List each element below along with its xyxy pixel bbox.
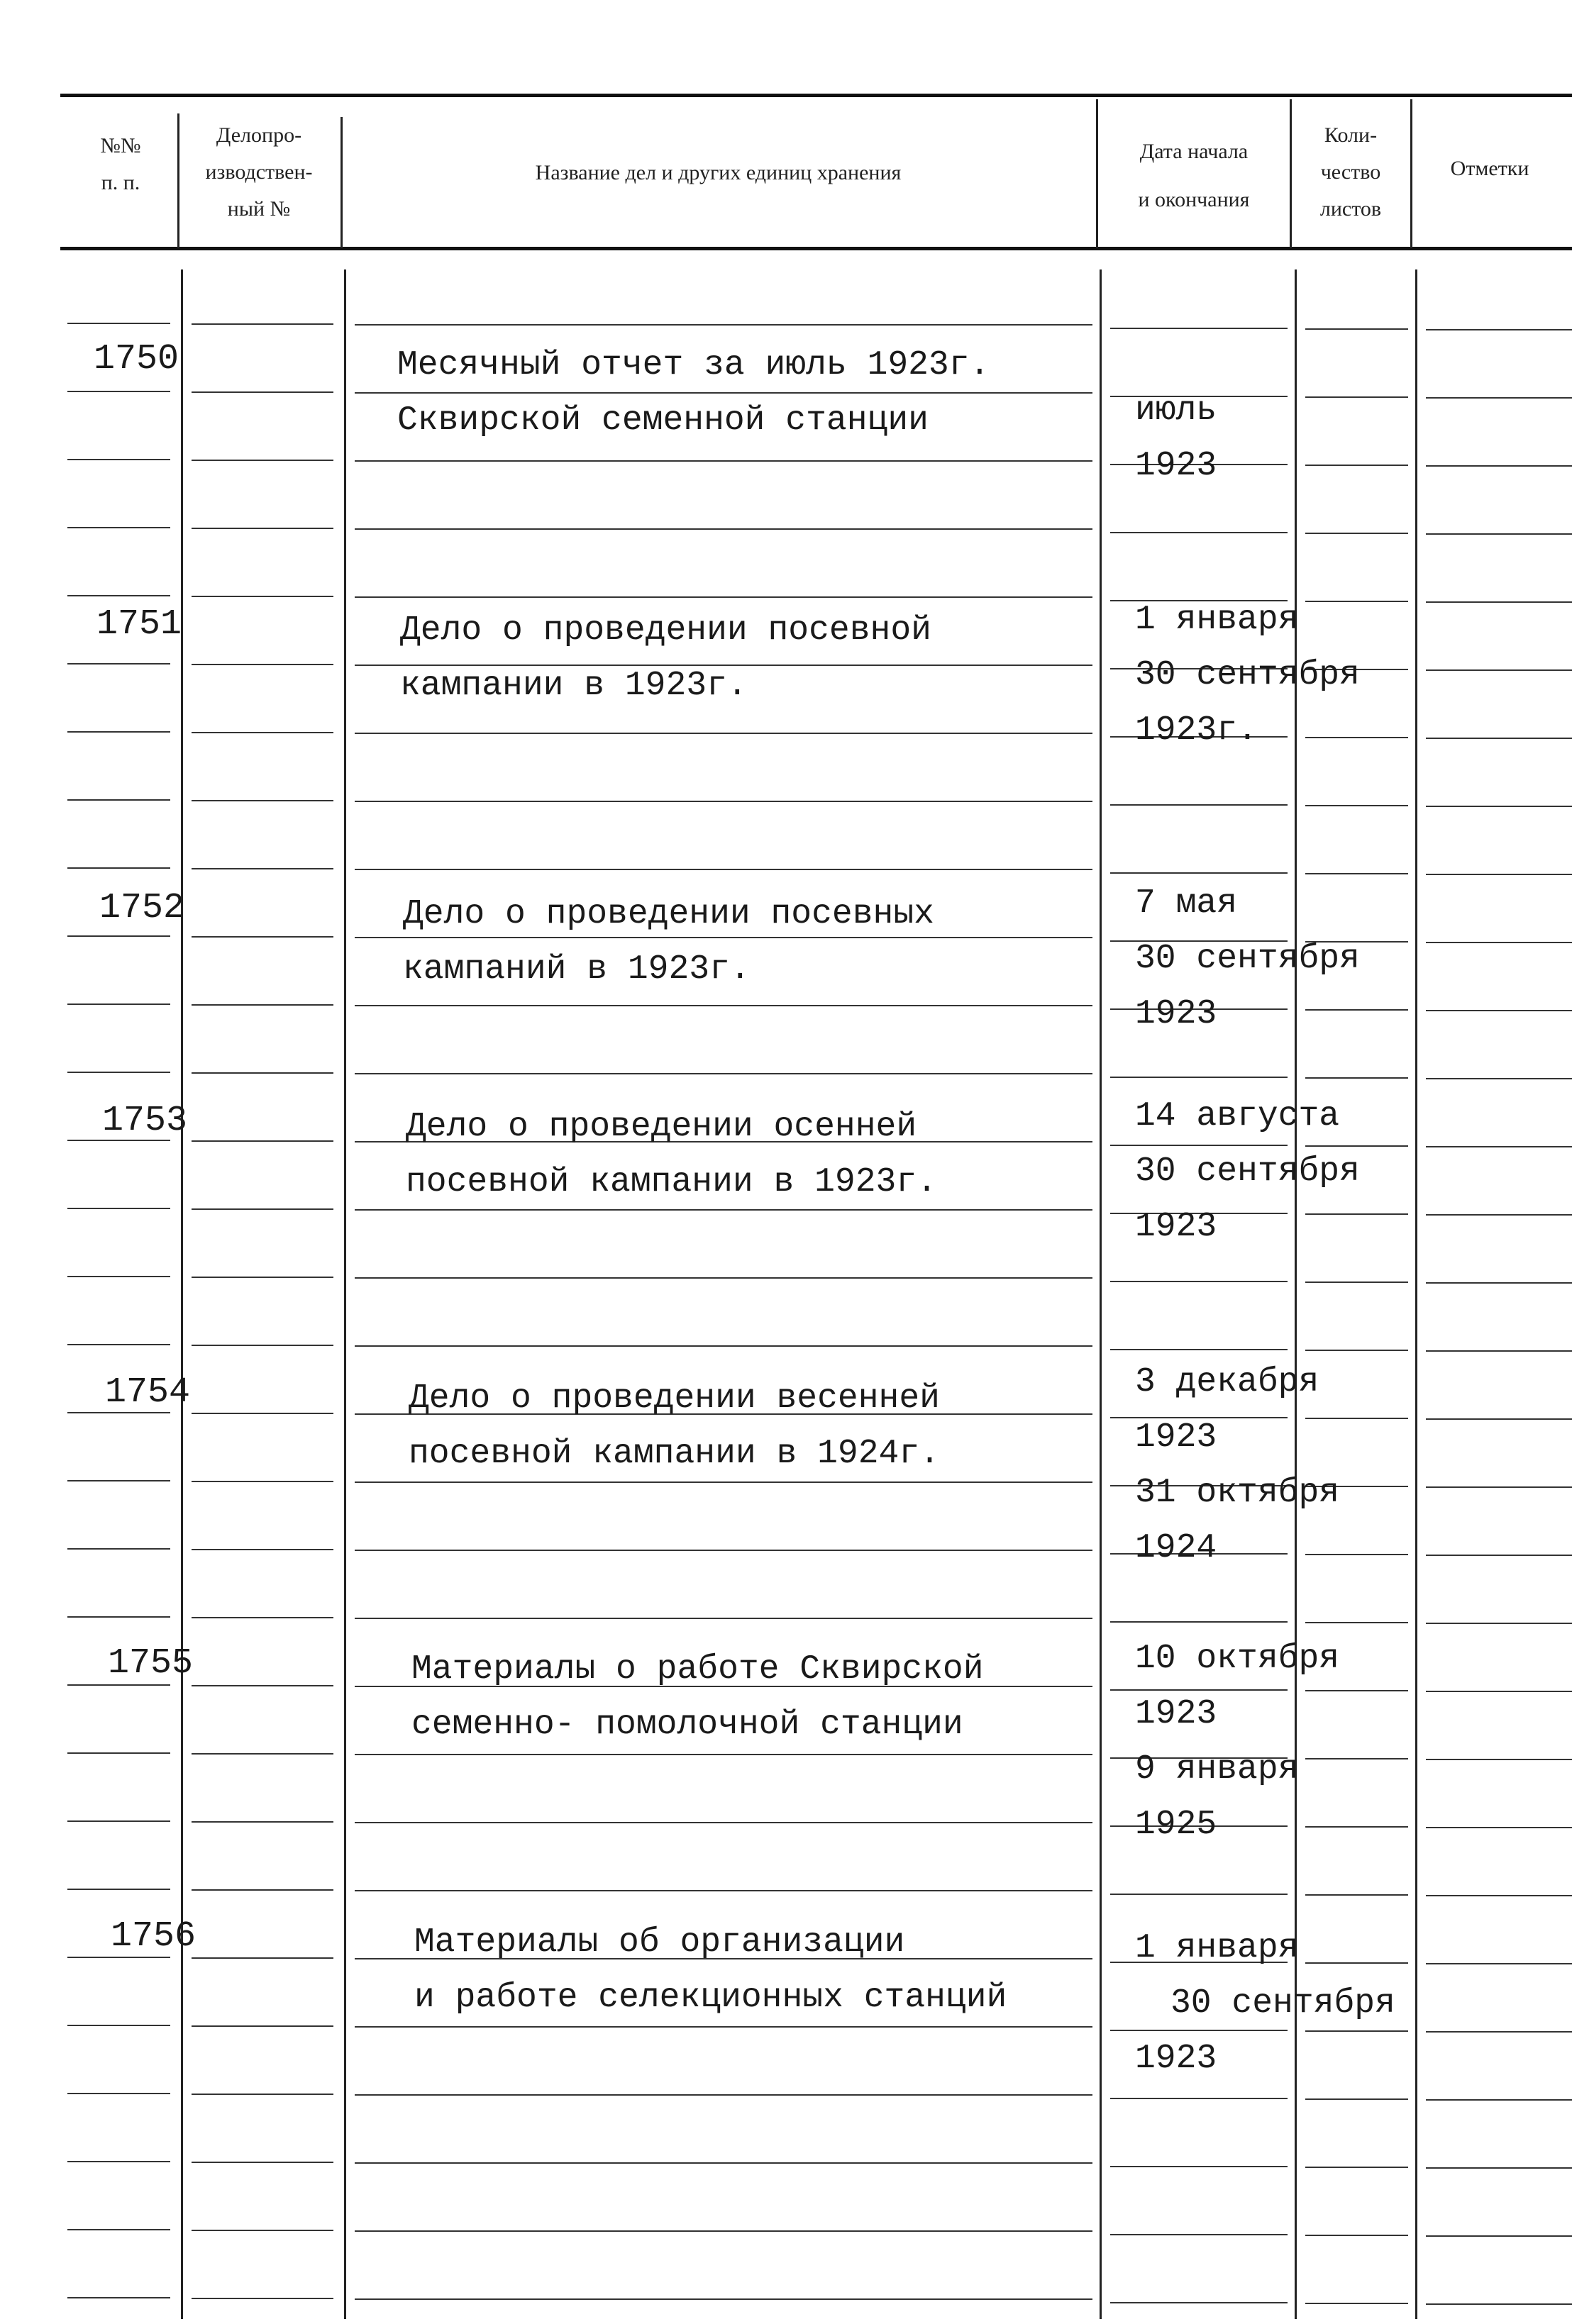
ruled-line bbox=[67, 2093, 170, 2094]
ruled-line bbox=[355, 1277, 1092, 1279]
ruled-line bbox=[67, 323, 170, 324]
entry-number: 1754 bbox=[105, 1372, 191, 1413]
ruled-line bbox=[1110, 1281, 1288, 1282]
ruled-line bbox=[192, 664, 333, 665]
ruled-line bbox=[1305, 805, 1408, 806]
ruled-line bbox=[192, 1004, 333, 1006]
entry-title-line: Материалы об организации bbox=[414, 1923, 905, 1962]
ruled-line bbox=[192, 800, 333, 801]
ruled-line bbox=[1305, 1350, 1408, 1351]
entry-dates bbox=[1135, 383, 1217, 494]
header-text: ный № bbox=[227, 197, 291, 221]
header-office-number bbox=[181, 117, 337, 228]
header-top-rule bbox=[60, 94, 1572, 97]
column-divider bbox=[177, 113, 179, 248]
ruled-line bbox=[67, 1820, 170, 1822]
ruled-line bbox=[192, 2025, 333, 2027]
ruled-line bbox=[1110, 2166, 1288, 2167]
entry-date-line: 1925 bbox=[1135, 1806, 1217, 1844]
ruled-line bbox=[192, 323, 333, 325]
ruled-line bbox=[1426, 874, 1572, 875]
header-sheets bbox=[1291, 117, 1410, 228]
ruled-line bbox=[67, 391, 170, 392]
ruled-line bbox=[1426, 1418, 1572, 1420]
entry-date-line: 30 сентября bbox=[1135, 656, 1360, 694]
entry-dates bbox=[1135, 1089, 1360, 1255]
ruled-line bbox=[67, 799, 170, 801]
entry-title-line: Месячный отчет за июль 1923г. bbox=[397, 346, 990, 384]
entry-title-line: Дело о проведении посевной bbox=[400, 611, 931, 650]
header-notes: Отметки bbox=[1450, 157, 1529, 180]
entry-title-line: Дело о проведении осенней bbox=[406, 1108, 917, 1146]
entry-title bbox=[403, 886, 934, 997]
entry-date-line: 30 сентября bbox=[1135, 940, 1360, 978]
entry-date-line bbox=[1135, 1865, 1395, 1920]
header-text: Дата начала bbox=[1139, 140, 1249, 163]
entry-number: 1753 bbox=[102, 1101, 188, 1141]
entry-date-line: 1 января bbox=[1135, 1929, 1299, 1967]
ruled-line bbox=[1426, 2031, 1572, 2033]
entry-title bbox=[400, 603, 931, 713]
ruled-line bbox=[355, 2094, 1092, 2096]
ruled-line bbox=[1426, 806, 1572, 807]
ruled-line bbox=[192, 732, 333, 733]
entry-date-line: 1 января bbox=[1135, 601, 1299, 639]
ruled-line bbox=[67, 1480, 170, 1481]
ruled-line bbox=[355, 1550, 1092, 1551]
ruled-line bbox=[355, 596, 1092, 598]
ruled-line bbox=[1426, 1146, 1572, 1147]
entry-title-line: посевной кампании в 1923г. bbox=[406, 1163, 937, 1201]
entry-date-line: 1924 bbox=[1135, 1529, 1217, 1567]
ruled-line bbox=[1110, 328, 1288, 329]
ruled-line bbox=[192, 2094, 333, 2095]
entry-date-line: 1923 bbox=[1135, 2040, 1217, 2078]
ruled-line bbox=[67, 935, 170, 937]
entry-title bbox=[409, 1371, 940, 1481]
entry-dates bbox=[1135, 592, 1360, 758]
ruled-line bbox=[1426, 2167, 1572, 2169]
ruled-line bbox=[1426, 2303, 1572, 2305]
ruled-line bbox=[67, 663, 170, 665]
entry-title-line: и работе селекционных станций bbox=[414, 1979, 1007, 2017]
entry-number: 1755 bbox=[108, 1643, 194, 1684]
ruled-line bbox=[1426, 1282, 1572, 1284]
ruled-line bbox=[1110, 2234, 1288, 2235]
entry-date-line: июль bbox=[1135, 391, 1217, 430]
ruled-line bbox=[192, 1208, 333, 1210]
ruled-line bbox=[355, 1618, 1092, 1619]
entry-date-line: 1923 bbox=[1135, 447, 1217, 485]
entry-date-line: 1923 bbox=[1135, 1418, 1217, 1457]
entry-date-line: 7 мая bbox=[1135, 884, 1238, 923]
entry-title-line: посевной кампании в 1924г. bbox=[409, 1435, 940, 1473]
ruled-line bbox=[1426, 1895, 1572, 1896]
ruled-line bbox=[355, 801, 1092, 802]
ruled-line bbox=[192, 1277, 333, 1278]
header-text: и окончания bbox=[1138, 188, 1250, 211]
ruled-line bbox=[1110, 2302, 1288, 2303]
entry-date-line: 1923г. bbox=[1135, 711, 1258, 750]
ruled-line bbox=[1110, 1349, 1288, 1350]
ruled-line bbox=[1305, 2098, 1408, 2100]
entry-title bbox=[414, 1915, 1007, 2025]
ruled-line bbox=[355, 2298, 1092, 2300]
header-title: Название дел и других единиц хранения bbox=[535, 161, 902, 184]
ruled-line bbox=[1426, 942, 1572, 943]
ruled-line bbox=[67, 1684, 170, 1686]
ruled-line bbox=[1426, 397, 1572, 399]
ruled-line bbox=[67, 1344, 170, 1345]
header-text: изводствен- bbox=[205, 160, 313, 184]
ruled-line bbox=[1426, 1214, 1572, 1216]
ruled-line bbox=[1426, 1759, 1572, 1760]
ruled-line bbox=[192, 1685, 333, 1686]
entry-title-line: Материалы о работе Сквирской bbox=[411, 1650, 984, 1689]
entry-date-line: 14 августа bbox=[1135, 1097, 1340, 1135]
ruled-line bbox=[192, 1889, 333, 1891]
ruled-line bbox=[355, 324, 1092, 326]
column-divider bbox=[181, 269, 183, 2319]
entry-title-line: Дело о проведении посевных bbox=[403, 895, 934, 933]
ruled-line bbox=[1426, 465, 1572, 467]
header-text: п. п. bbox=[101, 171, 140, 194]
ruled-line bbox=[1426, 1078, 1572, 1079]
ruled-line bbox=[67, 867, 170, 869]
ruled-line bbox=[355, 460, 1092, 462]
ruled-line bbox=[67, 1003, 170, 1005]
entry-title-line: кампании в 1923г. bbox=[400, 667, 748, 705]
ruled-line bbox=[1426, 1963, 1572, 1964]
ruled-line bbox=[67, 459, 170, 460]
ruled-line bbox=[1426, 1555, 1572, 1556]
ruled-line bbox=[67, 595, 170, 596]
ruled-line bbox=[1110, 532, 1288, 533]
ruled-line bbox=[67, 2297, 170, 2298]
ruled-line bbox=[192, 1821, 333, 1823]
ruled-line bbox=[355, 1890, 1092, 1891]
entry-title bbox=[411, 1642, 984, 1752]
entry-date-line: 10 октября bbox=[1135, 1640, 1340, 1678]
entry-dates bbox=[1135, 1355, 1339, 1576]
ruled-line bbox=[355, 2230, 1092, 2232]
ruled-line bbox=[192, 1753, 333, 1755]
ruled-line bbox=[192, 1072, 333, 1074]
entry-title-line: Сквирской семенной станции bbox=[397, 401, 929, 440]
ruled-line bbox=[67, 1548, 170, 1550]
ruled-line bbox=[192, 1617, 333, 1618]
ruled-line bbox=[1305, 2167, 1408, 2168]
entry-date-line: 9 января bbox=[1135, 1750, 1299, 1789]
ruled-line bbox=[192, 868, 333, 869]
ruled-line bbox=[1426, 1691, 1572, 1692]
entry-dates bbox=[1135, 1865, 1395, 2086]
ruled-line bbox=[355, 869, 1092, 870]
ruled-line bbox=[1426, 738, 1572, 739]
ruled-line bbox=[192, 528, 333, 529]
ruled-line bbox=[192, 1549, 333, 1550]
ruled-line bbox=[192, 936, 333, 938]
entry-title-line: кампаний в 1923г. bbox=[403, 950, 751, 989]
entry-date-line: 30 сентября bbox=[1170, 1984, 1395, 2023]
ruled-line bbox=[192, 1413, 333, 1414]
ruled-line bbox=[1110, 804, 1288, 806]
ruled-line bbox=[192, 460, 333, 461]
ruled-line bbox=[1426, 601, 1572, 603]
ruled-line bbox=[1305, 873, 1408, 874]
ruled-line bbox=[192, 1957, 333, 1959]
header-text: листов bbox=[1319, 197, 1382, 221]
ruled-line bbox=[1110, 2098, 1288, 2099]
ruled-line bbox=[67, 1752, 170, 1754]
ruled-line bbox=[1305, 465, 1408, 466]
entry-number: 1750 bbox=[94, 339, 179, 379]
ruled-line bbox=[192, 1140, 333, 1142]
ruled-line bbox=[1426, 669, 1572, 671]
ruled-line bbox=[192, 2162, 333, 2163]
entry-date-line: 3 декабря bbox=[1135, 1363, 1319, 1401]
ruled-line bbox=[192, 391, 333, 393]
ruled-line bbox=[355, 2162, 1092, 2164]
ruled-line bbox=[355, 1822, 1092, 1823]
ruled-line bbox=[1426, 329, 1572, 330]
header-dates bbox=[1098, 128, 1290, 224]
ruled-line bbox=[355, 2026, 1092, 2028]
entry-number: 1756 bbox=[111, 1916, 196, 1957]
ruled-line bbox=[1426, 1827, 1572, 1828]
ruled-line bbox=[67, 1276, 170, 1277]
ruled-line bbox=[67, 2025, 170, 2026]
ruled-line bbox=[1426, 2235, 1572, 2237]
entry-date-line: 1923 bbox=[1135, 1208, 1217, 1246]
column-divider bbox=[344, 269, 346, 2319]
entry-date-line: 1923 bbox=[1135, 995, 1217, 1033]
ruled-line bbox=[1305, 2235, 1408, 2236]
ruled-line bbox=[67, 2161, 170, 2162]
ruled-line bbox=[1426, 1486, 1572, 1488]
ruled-line bbox=[67, 1208, 170, 1209]
entry-title-line: Дело о проведении весенней bbox=[409, 1379, 940, 1418]
ruled-line bbox=[1305, 396, 1408, 398]
ruled-line bbox=[192, 596, 333, 597]
ruled-line bbox=[192, 2298, 333, 2299]
ruled-line bbox=[355, 1345, 1092, 1347]
entry-title bbox=[406, 1099, 937, 1210]
ruled-line bbox=[1426, 533, 1572, 535]
entry-date-line: 1923 bbox=[1135, 1695, 1217, 1733]
header-text: Делопро- bbox=[216, 123, 302, 147]
ruled-line bbox=[192, 1345, 333, 1346]
ruled-line bbox=[67, 1616, 170, 1618]
header-text: чество bbox=[1320, 160, 1381, 184]
ruled-line bbox=[355, 733, 1092, 734]
ruled-line bbox=[67, 1957, 170, 1958]
column-divider bbox=[1415, 269, 1417, 2319]
entry-number: 1751 bbox=[96, 604, 182, 645]
ruled-line bbox=[1305, 1281, 1408, 1283]
ruled-line bbox=[67, 731, 170, 733]
entry-dates bbox=[1135, 876, 1360, 1042]
ruled-line bbox=[355, 528, 1092, 530]
ruled-line bbox=[1110, 1077, 1288, 1078]
entry-date-line: 31 октября bbox=[1135, 1474, 1340, 1512]
ruled-line bbox=[1426, 2099, 1572, 2101]
ruled-line bbox=[1426, 1350, 1572, 1352]
ruled-line bbox=[355, 1754, 1092, 1755]
ruled-line bbox=[67, 1889, 170, 1890]
ruled-line bbox=[67, 1072, 170, 1073]
entry-number: 1752 bbox=[99, 888, 185, 928]
ruled-line bbox=[1305, 533, 1408, 534]
header-text: Коли- bbox=[1324, 123, 1378, 147]
entry-title-line: семенно- помолочной станции bbox=[411, 1706, 963, 1744]
ruled-line bbox=[1305, 1622, 1408, 1623]
entry-date-line: 30 сентября bbox=[1135, 1152, 1360, 1191]
header-num bbox=[78, 128, 163, 201]
ruled-line bbox=[67, 2229, 170, 2230]
entry-dates bbox=[1135, 1631, 1339, 1852]
ruled-line bbox=[355, 1005, 1092, 1006]
ruled-line bbox=[1305, 2303, 1408, 2304]
ruled-line bbox=[192, 2230, 333, 2231]
column-divider bbox=[1100, 269, 1102, 2319]
ruled-line bbox=[1305, 1077, 1408, 1079]
header-text: №№ bbox=[100, 134, 141, 157]
ruled-line bbox=[192, 1481, 333, 1482]
ruled-line bbox=[1426, 1623, 1572, 1624]
header-bottom-rule bbox=[60, 247, 1572, 250]
ruled-line bbox=[1110, 872, 1288, 874]
ruled-line bbox=[67, 527, 170, 528]
ruled-line bbox=[355, 1481, 1092, 1483]
ruled-line bbox=[1110, 1621, 1288, 1623]
ruled-line bbox=[355, 1073, 1092, 1074]
ruled-line bbox=[1305, 328, 1408, 330]
ruled-line bbox=[1426, 1010, 1572, 1011]
entry-title bbox=[397, 338, 990, 448]
